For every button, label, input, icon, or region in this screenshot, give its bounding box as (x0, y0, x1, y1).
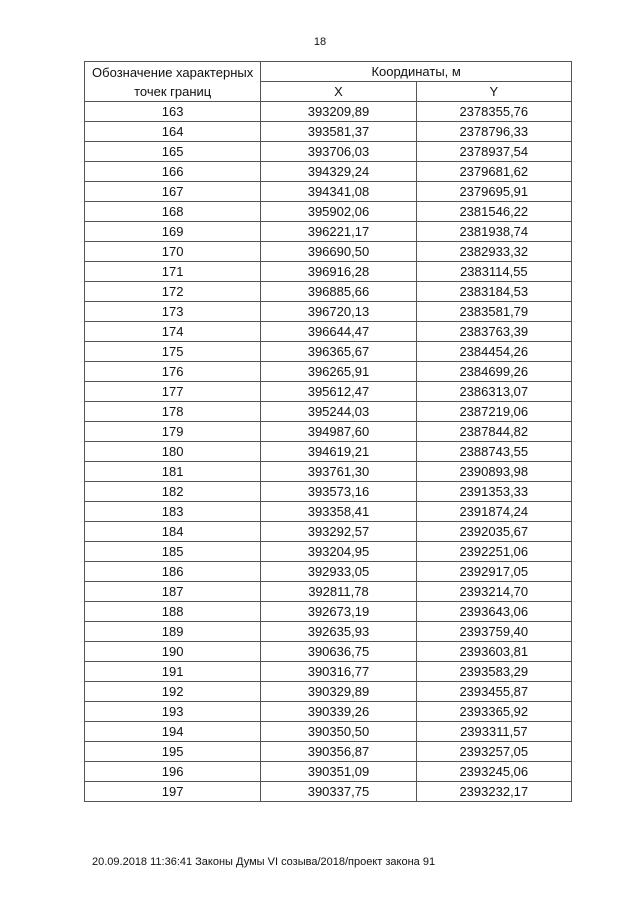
x-coordinate-cell: 393581,37 (261, 122, 416, 142)
point-id-cell: 195 (85, 742, 261, 762)
y-coordinate-cell: 2388743,55 (416, 442, 571, 462)
y-coordinate-cell: 2383581,79 (416, 302, 571, 322)
y-coordinate-cell: 2386313,07 (416, 382, 571, 402)
point-id-cell: 194 (85, 722, 261, 742)
y-coordinate-cell: 2392251,06 (416, 542, 571, 562)
x-coordinate-cell: 395612,47 (261, 382, 416, 402)
y-coordinate-cell: 2383763,39 (416, 322, 571, 342)
point-id-cell: 169 (85, 222, 261, 242)
table-row (85, 462, 572, 482)
x-coordinate-cell: 396644,47 (261, 322, 416, 342)
table-row (85, 642, 572, 662)
x-coordinate-cell: 396916,28 (261, 262, 416, 282)
y-coordinate-cell: 2392035,67 (416, 522, 571, 542)
y-coordinate-cell: 2382933,32 (416, 242, 571, 262)
table-row (85, 322, 572, 342)
point-id-cell: 170 (85, 242, 261, 262)
point-id-cell: 174 (85, 322, 261, 342)
x-coordinate-cell: 393292,57 (261, 522, 416, 542)
y-coordinate-cell: 2384699,26 (416, 362, 571, 382)
x-coordinate-cell: 393204,95 (261, 542, 416, 562)
x-coordinate-cell: 390329,89 (261, 682, 416, 702)
x-coordinate-cell: 393761,30 (261, 462, 416, 482)
table-row (85, 702, 572, 722)
table-row (85, 762, 572, 782)
point-id-cell: 182 (85, 482, 261, 502)
point-id-cell: 192 (85, 682, 261, 702)
table-row (85, 662, 572, 682)
table-row (85, 602, 572, 622)
y-coordinate-cell: 2393583,29 (416, 662, 571, 682)
y-coordinate-cell: 2378355,76 (416, 102, 571, 122)
point-id-cell: 187 (85, 582, 261, 602)
x-coordinate-cell: 390636,75 (261, 642, 416, 662)
footer-text: 20.09.2018 11:36:41 Законы Думы VI созыва/2018/проект закона 91 (92, 856, 436, 868)
y-coordinate-cell: 2378796,33 (416, 122, 571, 142)
point-id-cell: 175 (85, 342, 261, 362)
table-row (85, 582, 572, 602)
point-id-cell: 179 (85, 422, 261, 442)
point-id-cell: 183 (85, 502, 261, 522)
table-row (85, 402, 572, 422)
point-id-cell: 189 (85, 622, 261, 642)
point-column-header: Обозначение характерных точек границ (85, 62, 261, 102)
point-id-cell: 164 (85, 122, 261, 142)
coordinates-table (84, 61, 572, 802)
y-coordinate-cell: 2387844,82 (416, 422, 571, 442)
y-coordinate-cell: 2379695,91 (416, 182, 571, 202)
table-row (85, 442, 572, 462)
y-coordinate-cell: 2393603,81 (416, 642, 571, 662)
table-row (85, 302, 572, 322)
table-row (85, 622, 572, 642)
x-coordinate-cell: 396720,13 (261, 302, 416, 322)
point-id-cell: 186 (85, 562, 261, 582)
y-coordinate-cell: 2390893,98 (416, 462, 571, 482)
table-row (85, 162, 572, 182)
point-id-cell: 168 (85, 202, 261, 222)
x-coordinate-cell: 396265,91 (261, 362, 416, 382)
y-coordinate-cell: 2383184,53 (416, 282, 571, 302)
table-row (85, 342, 572, 362)
table-row (85, 382, 572, 402)
table-row (85, 242, 572, 262)
y-coordinate-cell: 2378937,54 (416, 142, 571, 162)
table-row (85, 282, 572, 302)
table-row (85, 682, 572, 702)
page-number: 18 (313, 36, 327, 48)
table-row (85, 362, 572, 382)
table-row (85, 522, 572, 542)
x-coordinate-cell: 394987,60 (261, 422, 416, 442)
table-row (85, 122, 572, 142)
y-coordinate-cell: 2393365,92 (416, 702, 571, 722)
point-id-cell: 191 (85, 662, 261, 682)
y-coordinate-cell: 2391874,24 (416, 502, 571, 522)
y-coordinate-cell: 2393643,06 (416, 602, 571, 622)
x-coordinate-cell: 390351,09 (261, 762, 416, 782)
table-row (85, 562, 572, 582)
point-id-cell: 173 (85, 302, 261, 322)
point-id-cell: 176 (85, 362, 261, 382)
y-coordinate-cell: 2393311,57 (416, 722, 571, 742)
x-column-header: X (261, 82, 416, 102)
y-coordinate-cell: 2381546,22 (416, 202, 571, 222)
x-coordinate-cell: 390316,77 (261, 662, 416, 682)
y-coordinate-cell: 2393455,87 (416, 682, 571, 702)
point-id-cell: 172 (85, 282, 261, 302)
header-row-top (85, 62, 572, 82)
y-coordinate-cell: 2383114,55 (416, 262, 571, 282)
y-coordinate-cell: 2387219,06 (416, 402, 571, 422)
x-coordinate-cell: 392811,78 (261, 582, 416, 602)
y-coordinate-cell: 2393232,17 (416, 782, 571, 802)
y-coordinate-cell: 2379681,62 (416, 162, 571, 182)
x-coordinate-cell: 394341,08 (261, 182, 416, 202)
x-coordinate-cell: 390337,75 (261, 782, 416, 802)
x-coordinate-cell: 393573,16 (261, 482, 416, 502)
table-header (85, 62, 572, 102)
table-row (85, 722, 572, 742)
x-coordinate-cell: 393706,03 (261, 142, 416, 162)
point-id-cell: 165 (85, 142, 261, 162)
point-id-cell: 193 (85, 702, 261, 722)
table-row (85, 742, 572, 762)
x-coordinate-cell: 396365,67 (261, 342, 416, 362)
table-row (85, 542, 572, 562)
y-coordinate-cell: 2384454,26 (416, 342, 571, 362)
x-coordinate-cell: 390356,87 (261, 742, 416, 762)
x-coordinate-cell: 396221,17 (261, 222, 416, 242)
x-coordinate-cell: 392635,93 (261, 622, 416, 642)
y-coordinate-cell: 2393214,70 (416, 582, 571, 602)
table-row (85, 782, 572, 802)
table-body (85, 102, 572, 802)
table-row (85, 202, 572, 222)
y-coordinate-cell: 2393759,40 (416, 622, 571, 642)
table-row (85, 262, 572, 282)
y-coordinate-cell: 2393257,05 (416, 742, 571, 762)
x-coordinate-cell: 395244,03 (261, 402, 416, 422)
x-coordinate-cell: 396885,66 (261, 282, 416, 302)
point-id-cell: 184 (85, 522, 261, 542)
x-coordinate-cell: 396690,50 (261, 242, 416, 262)
table-row (85, 222, 572, 242)
y-coordinate-cell: 2391353,33 (416, 482, 571, 502)
point-id-cell: 171 (85, 262, 261, 282)
x-coordinate-cell: 392933,05 (261, 562, 416, 582)
x-coordinate-cell: 392673,19 (261, 602, 416, 622)
point-id-cell: 190 (85, 642, 261, 662)
point-id-cell: 197 (85, 782, 261, 802)
point-id-cell: 178 (85, 402, 261, 422)
table-row (85, 182, 572, 202)
point-id-cell: 188 (85, 602, 261, 622)
y-column-header: Y (416, 82, 571, 102)
y-coordinate-cell: 2393245,06 (416, 762, 571, 782)
x-coordinate-cell: 390339,26 (261, 702, 416, 722)
coordinates-group-header: Координаты, м (261, 62, 572, 82)
point-id-cell: 166 (85, 162, 261, 182)
x-coordinate-cell: 394329,24 (261, 162, 416, 182)
y-coordinate-cell: 2392917,05 (416, 562, 571, 582)
point-id-cell: 167 (85, 182, 261, 202)
table-row (85, 422, 572, 442)
table-row (85, 102, 572, 122)
x-coordinate-cell: 394619,21 (261, 442, 416, 462)
x-coordinate-cell: 393358,41 (261, 502, 416, 522)
point-id-cell: 196 (85, 762, 261, 782)
x-coordinate-cell: 395902,06 (261, 202, 416, 222)
point-id-cell: 180 (85, 442, 261, 462)
x-coordinate-cell: 393209,89 (261, 102, 416, 122)
table-row (85, 502, 572, 522)
point-id-cell: 181 (85, 462, 261, 482)
point-id-cell: 177 (85, 382, 261, 402)
x-coordinate-cell: 390350,50 (261, 722, 416, 742)
y-coordinate-cell: 2381938,74 (416, 222, 571, 242)
point-id-cell: 185 (85, 542, 261, 562)
point-id-cell: 163 (85, 102, 261, 122)
table-row (85, 142, 572, 162)
table-row (85, 482, 572, 502)
